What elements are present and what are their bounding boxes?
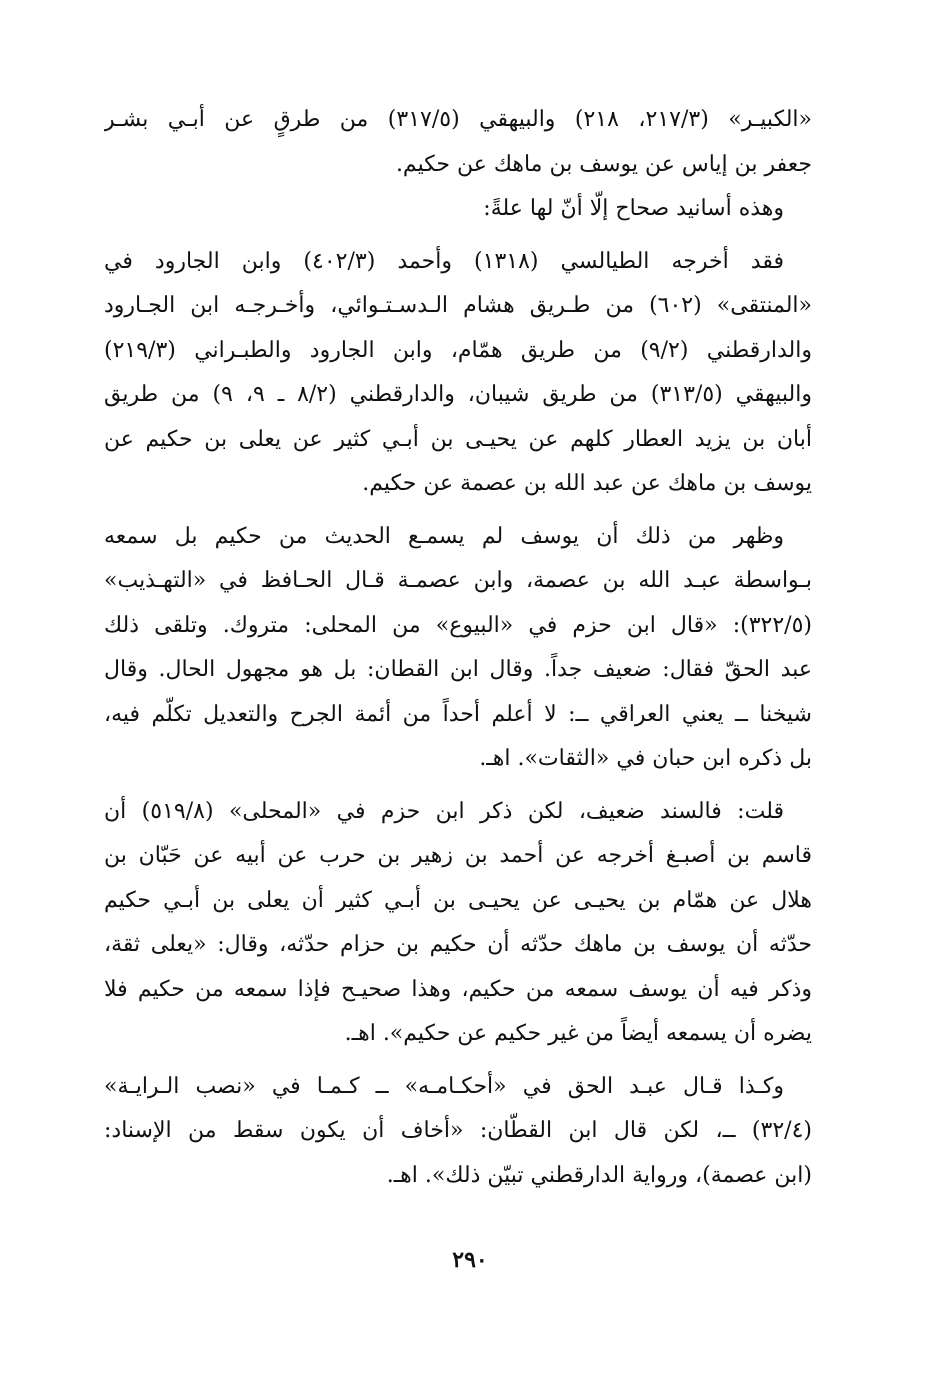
text-line: (٣٢٢/٥): «قال ابن حزم في «البيوع» من المحلى: متروك. وتلقى ذلك	[104, 612, 812, 638]
text-line: قاسم بن أصبـغ أخرجه عن أحمد بن زهير بن حرب عن أبيه عن حَبّان بن	[104, 843, 812, 868]
text-line: «المنتقى» (٦٠٢) من طـريق هشام الـدسـتـوائي، وأخـرجـه ابن الجـارود	[104, 293, 812, 318]
text-line: «الكبيـر» (٢١٧/٣، ٢١٨) والبيهقي (٣١٧/٥) من طرقٍ عن أبـي بشـر	[104, 107, 812, 132]
text-line: بل ذكره ابن حبان في «الثقات». اهـ.	[479, 746, 812, 771]
paragraph	[104, 1065, 812, 1199]
body-text	[104, 98, 812, 1198]
text-line: وظهر من ذلك أن يوسف لم يسمـع الحديث من حكيم بل سمعه	[104, 523, 784, 549]
text-line: حدّثه أن يوسف بن ماهك حدّثه أن حكيم بن حزام حدّثه، وقال: «يعلى ثقة،	[104, 932, 812, 957]
paragraph-gap	[104, 507, 812, 515]
text-line: هلال عن همّام بن يحيـى عن يحيـى بن أبـي كثير أن يعلى بن أبـي حكيم	[104, 887, 812, 913]
text-line: قلت: فالسند ضعيف، لكن ذكر ابن حزم في «المحلى» (٥١٩/٨) أن	[104, 798, 784, 824]
text-line: (ابن عصمة)، ورواية الدارقطني تبيّن ذلك». اهـ.	[386, 1162, 812, 1188]
paragraph	[104, 790, 812, 1057]
paragraph	[104, 240, 812, 507]
paragraph	[104, 98, 812, 187]
text-line: بـواسطة عبـد الله بن عصمة، وابن عصمـة قـال الحـافظ في «التهـذيب»	[104, 568, 812, 593]
text-line: وهذه أسانيد صحاح إلّا أنّ لها علةً:	[483, 196, 784, 221]
text-line: يوسف بن ماهك عن عبد الله بن عصمة عن حكيم.	[362, 471, 812, 496]
text-line: جعفر بن إياس عن يوسف بن ماهك عن حكيم.	[395, 151, 812, 177]
text-line: أبان بن يزيد العطار كلهم عن يحيـى بن أبـي كثير عن يعلى بن حكيم عن	[104, 426, 812, 452]
paragraph	[104, 515, 812, 782]
paragraph-gap	[104, 232, 812, 240]
text-line: عبد الحقّ فقال: ضعيف جداً. وقال ابن القطان: بل هو مجهول الحال. وقال	[104, 657, 812, 682]
page-number: ٢٩٠	[452, 1247, 488, 1273]
paragraph	[104, 187, 812, 232]
text-line: وكـذا قـال عبـد الحق في «أحكـامـه» ــ كـمـا في «نصب الـرايـة»	[104, 1073, 784, 1099]
paragraph-gap	[104, 782, 812, 790]
text-line: (٣٢/٤) ــ، لكن قال ابن القطّان: «أخاف أن يكون سقط من الإسناد:	[104, 1118, 812, 1143]
text-line: شيخنا ــ يعني العراقي ــ: لا أعلم أحداً من أئمة الجرح والتعديل تكلّم فيه،	[104, 701, 812, 727]
paragraph-gap	[104, 1057, 812, 1065]
text-line: وذكر فيه أن يوسف سمعه من حكيم، وهذا صحيـح فإذا سمعه من حكيم فلا	[104, 976, 812, 1002]
text-line: يضره أن يسمعه أيضاً من غير حكيم عن حكيم». اهـ.	[344, 1021, 812, 1046]
text-line: فقد أخرجه الطيالسي (١٣١٨) وأحمد (٤٠٢/٣) وابن الجارود في	[104, 248, 784, 274]
text-line: والدارقطني (٩/٢) من طريق همّام، وابن الجارود والطبـراني (٢١٩/٣)	[104, 337, 812, 363]
text-line: والبيهقي (٣١٣/٥) من طريق شيبان، والدارقطني (٨/٢ ـ ٩، ٩) من طريق	[104, 382, 812, 407]
